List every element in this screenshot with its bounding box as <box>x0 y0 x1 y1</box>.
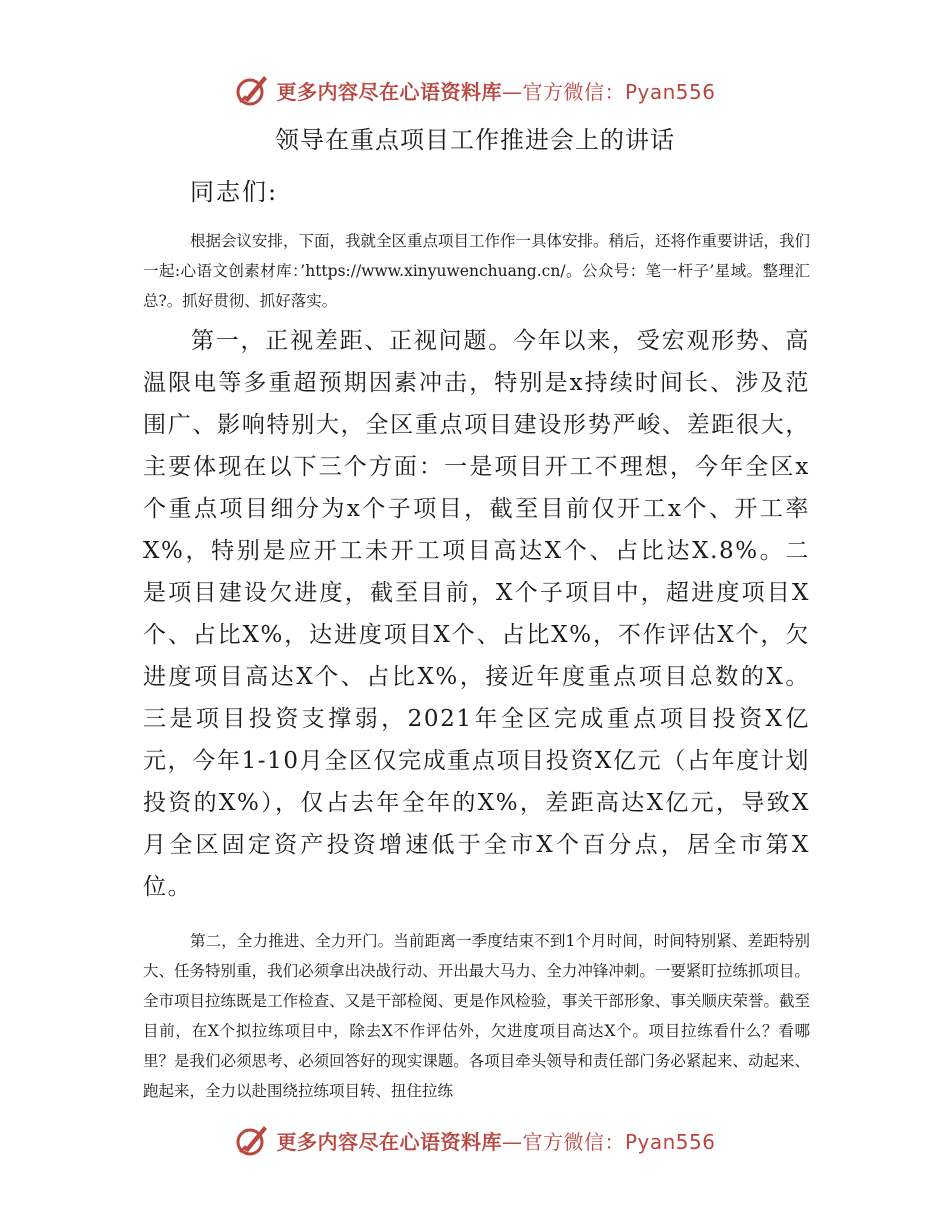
paragraph-first-point: 第一，正视差距、正视问题。今年以来，受宏观形势、高温限电等多重超预期因素冲击，特别是x持续时间长、涉及范围广、影响特别大，全区重点项目建设形势严峻、差距很大，主要体现在以下三个方面：一是项目开工不理想，今年全区x个重点项目细分为x个子项目，截至目前仅开工x个、开工率X%，特别是应开工未开工项目高达X个、占比达X.8%。二是项目建设欠进度，截至目前，X个子项目中，超进度项目X个、占比X%，达进度项目X个、占比X%，不作评估X个，欠进度项目高达X个、占比X%，接近年度重点项目总数的X。三是项目投资支撑弱，2021年全区完成重点项目投资X亿元，今年1-10月全区仅完成重点项目投资X亿元（占年度计划投资的X%），仅占去年全年的X%，差距高达X亿元，导致X月全区固定资产投资增速低于全市X个百分点，居全市第X位。 <box>143 328 810 900</box>
banner-text <box>276 76 715 105</box>
header-watermark-banner <box>0 70 950 110</box>
banner-site-name: 更多内容尽在心语资料库 <box>276 1129 502 1154</box>
footer-watermark-banner <box>0 1120 950 1160</box>
paragraph-second-point: 第二，全力推进、全力开门。当前距离一季度结束不到1个月时间，时间特别紧、差距特别大、任务特别重，我们必须拿出决战行动、开出最大马力、全力冲锋冲刺。一要紧盯拉练抓项目。全市项目拉练既是工作检查、又是干部检阅、更是作风检验，事关干部形象、事关顺庆荣誉。截至目前，在X个拟拉练项目中，除去X不作评估外，欠进度项目高达X个。项目拉练看什么？看哪里？是我们必须思考、必须回答好的现实课题。各项目牵头领导和责任部门务必紧起来、动起来、跑起来，全力以赴围绕拉练项目转、扭住拉练 <box>143 932 810 1100</box>
banner-wechat: 官方微信：Pyan556 <box>522 1129 716 1154</box>
banner-separator: — <box>501 79 523 104</box>
quill-logo-icon <box>234 1122 270 1158</box>
banner-text <box>276 1126 715 1155</box>
paragraph-intro: 根据会议安排，下面，我就全区重点项目工作作一具体安排。稍后，还将作重要讲话，我们一起:心语文创素材库：’https://www.xinyuwenchuang.cn/。公众号：笔一杆子’星域。整理汇总?。抓好贯彻、抓好落实。 <box>143 232 811 310</box>
banner-wechat: 官方微信：Pyan556 <box>522 79 716 104</box>
document-title: 领导在重点项目工作推进会上的讲话 <box>275 126 675 154</box>
banner-separator: — <box>501 1129 523 1154</box>
salutation: 同志们: <box>190 178 279 206</box>
banner-site-name: 更多内容尽在心语资料库 <box>276 79 502 104</box>
quill-logo-icon <box>234 72 270 108</box>
